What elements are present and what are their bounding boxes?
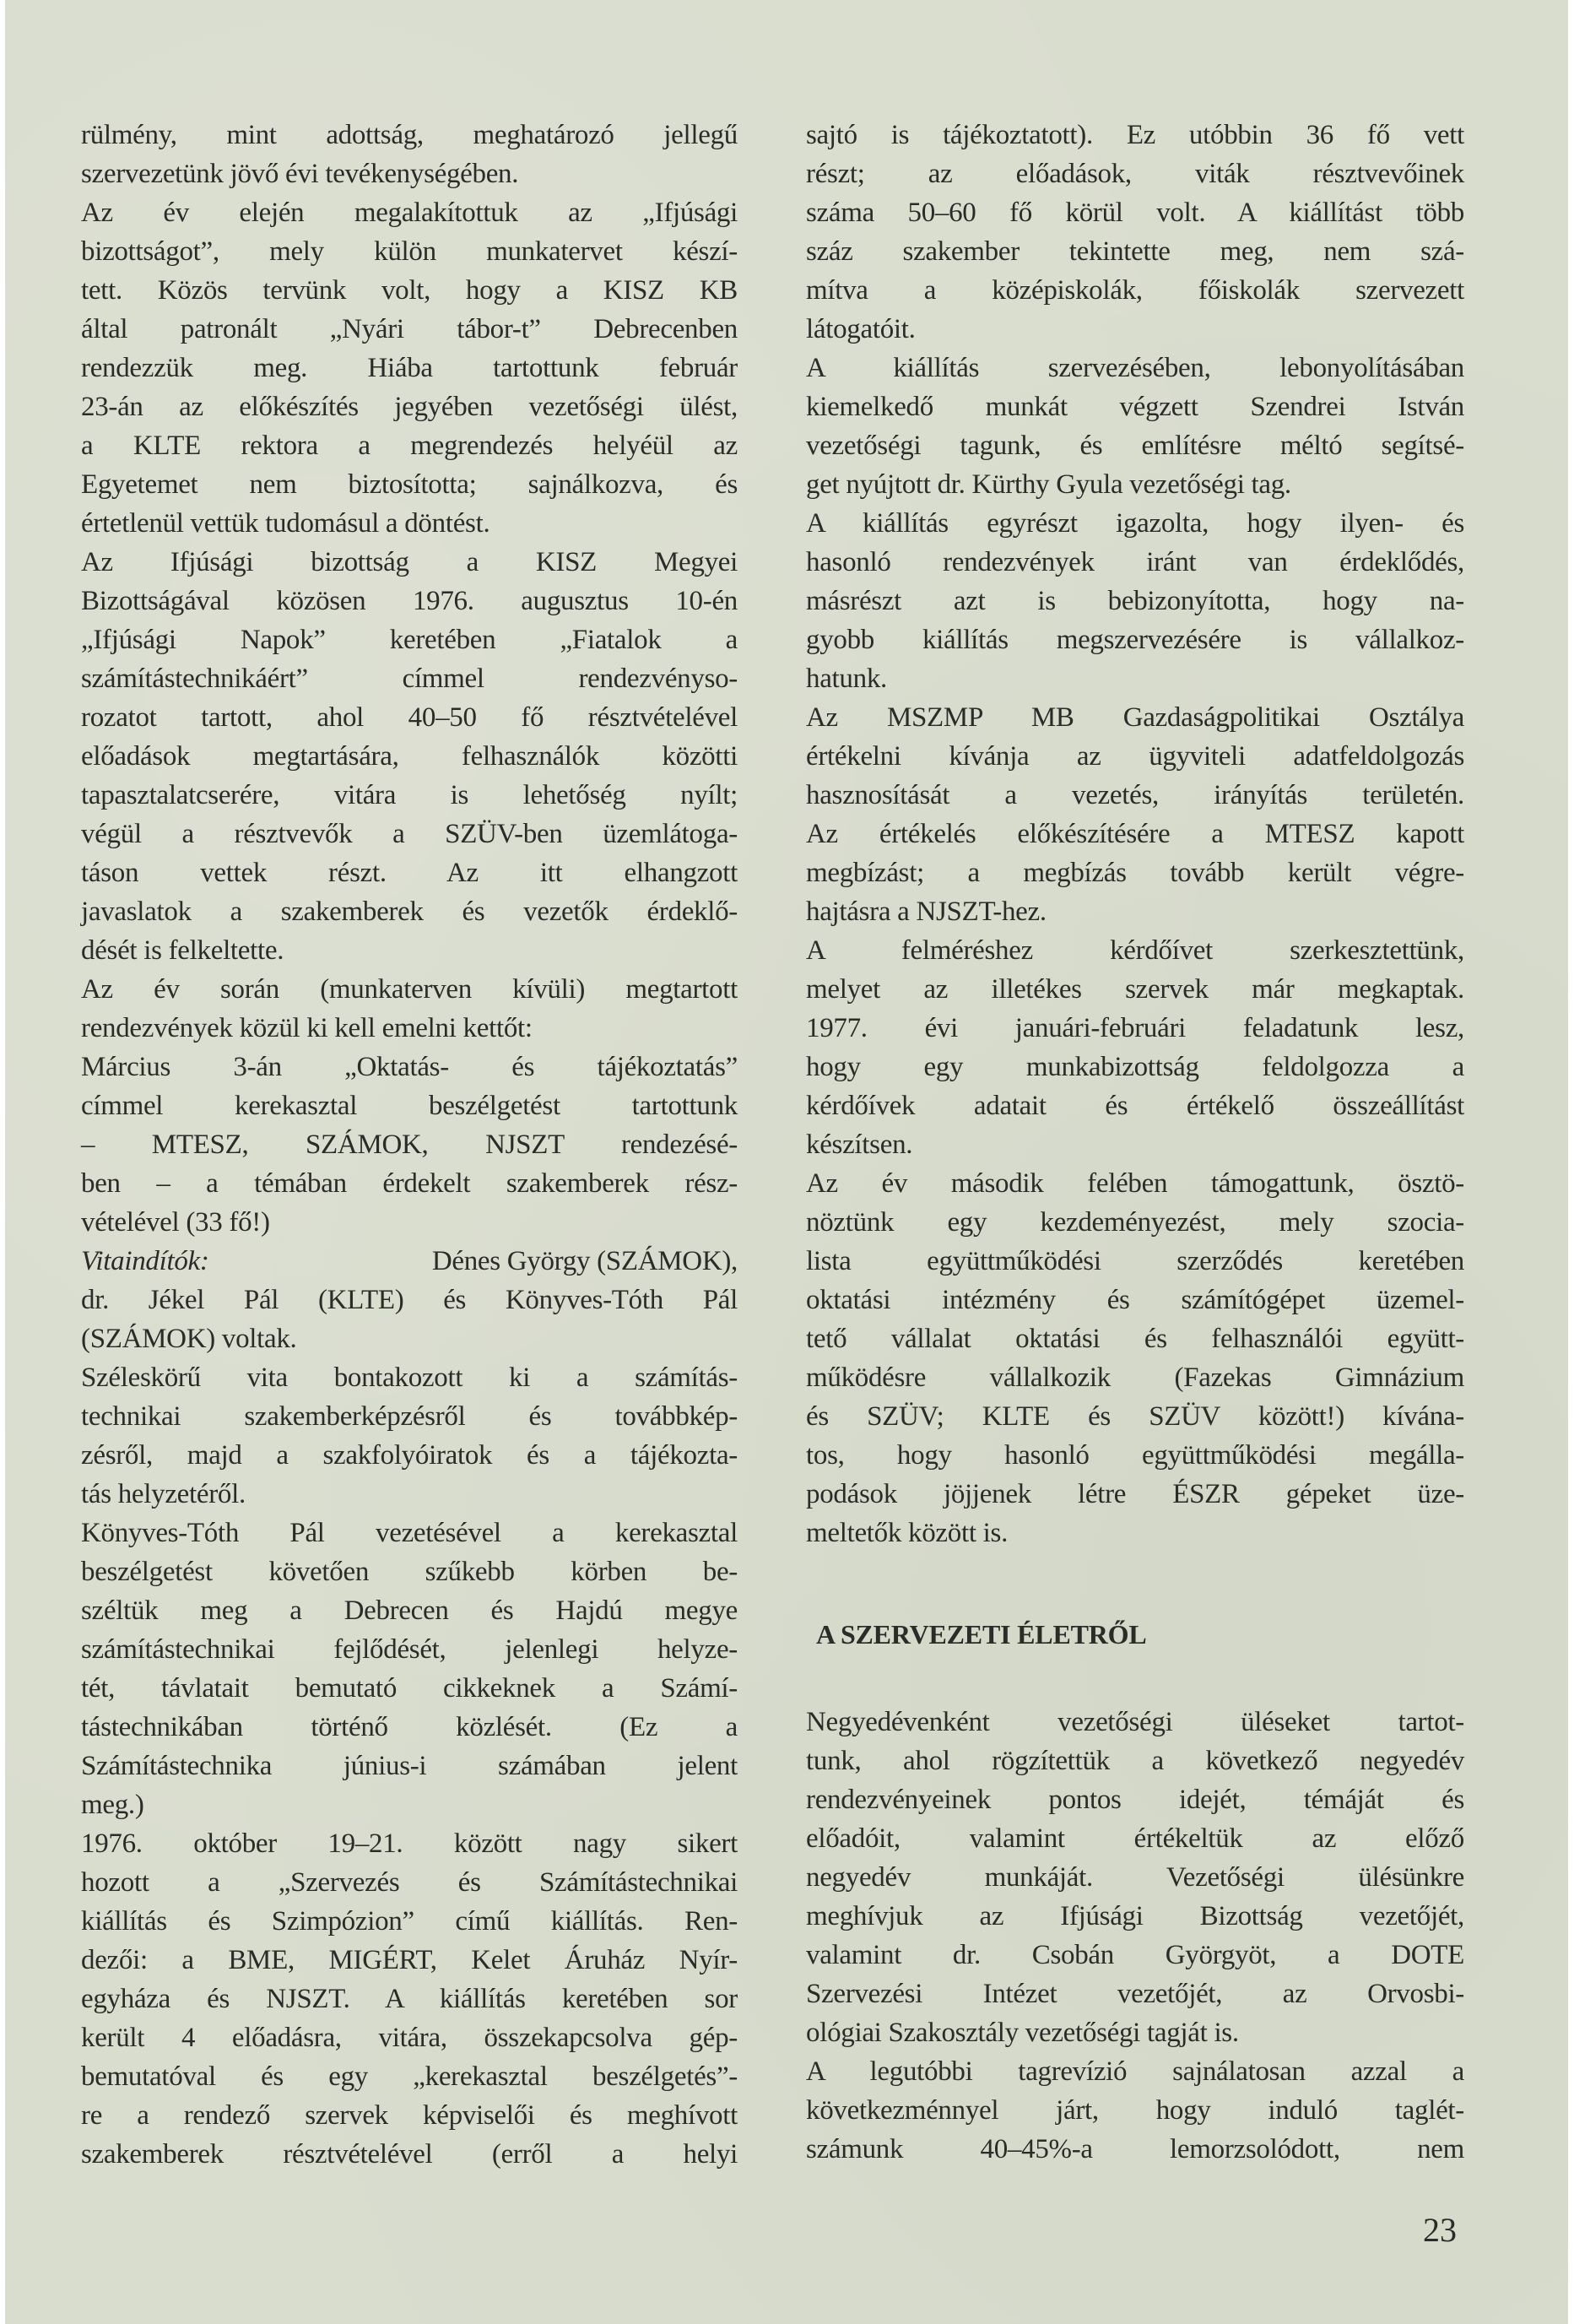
- text-line: hogy egy munkabizottság feldolgozza a: [806, 1052, 1464, 1082]
- right-column: [806, 116, 1464, 1552]
- text-line: Könyves-Tóth Pál vezetésével a kerekasztal: [81, 1518, 738, 1548]
- text-line: mítva a középiskolák, főiskolák szervezett: [806, 275, 1464, 306]
- text-line: melyet az illetékes szervek már megkaptak.: [806, 974, 1464, 1005]
- text-line: szakemberek résztvételével (erről a helyi: [81, 2139, 738, 2170]
- italic-lead: Vitaindítók:: [81, 1246, 209, 1276]
- text-line: száma 50–60 fő körül volt. A kiállítást több: [806, 198, 1464, 228]
- text-line: A kiállítás szervezésében, lebonyolításában: [806, 353, 1464, 383]
- text-line: címmel kerekasztal beszélgetést tartottunk: [81, 1091, 738, 1121]
- paragraph: [81, 1514, 738, 1824]
- text-line: Bizottságával közösen 1976. augusztus 10-én: [81, 586, 738, 616]
- text-line: gyobb kiállítás megszervezésére is vállalkoz-: [806, 625, 1464, 655]
- text-line: táson vettek részt. Az itt elhangzott: [81, 858, 738, 888]
- text-line: meghívjuk az Ifjúsági Bizottság vezetőjét,: [806, 1901, 1464, 1931]
- text-line: A felméréshez kérdőívet szerkesztettünk,: [806, 935, 1464, 966]
- paragraph: [806, 2052, 1464, 2169]
- text-line: Az év elején megalakítottuk az „Ifjúsági: [81, 198, 738, 228]
- text-line: A kiállítás egyrészt igazolta, hogy ilyen- és: [806, 508, 1464, 539]
- paragraph: [806, 116, 1464, 349]
- text-line: A legutóbbi tagrevízió sajnálatosan azzal a: [806, 2056, 1464, 2087]
- text-line: hasonló rendezvények iránt van érdeklődés,: [806, 547, 1464, 577]
- text-line: nöztünk egy kezdeményezést, mely szocia-: [806, 1207, 1464, 1238]
- text-line: Egyetemet nem biztosította; sajnálkozva, és: [81, 469, 738, 500]
- paragraph: [806, 815, 1464, 931]
- text-line: működésre vállalkozik (Fazekas Gimnázium: [806, 1362, 1464, 1393]
- text-line: ológiai Szakosztály vezetőségi tagját is.: [806, 2018, 1239, 2048]
- text-line: rozatot tartott, ahol 40–50 fő résztvételével: [81, 702, 738, 733]
- text-line: bemutatóval és egy „kerekasztal beszélgetés”-: [81, 2061, 738, 2092]
- text-line: Március 3-án „Oktatás- és tájékoztatás”: [81, 1052, 738, 1082]
- text-line: get nyújtott dr. Kürthy Gyula vezetőségi tag.: [806, 469, 1291, 500]
- text-line: dr. Jékel Pál (KLTE) és Könyves-Tóth Pál: [81, 1285, 738, 1315]
- paragraph: [81, 1824, 738, 2174]
- text-line: Az MSZMP MB Gazdaságpolitikai Osztálya: [806, 702, 1464, 733]
- text-line: látogatóit.: [806, 314, 916, 344]
- text-line: sajtó is tájékoztatott). Ez utóbbin 36 fő vett: [806, 120, 1464, 150]
- text-line: végül a résztvevők a SZÜV-ben üzemlátoga-: [81, 819, 738, 849]
- text-line: zésről, majd a szakfolyóiratok és a tájékozta-: [81, 1440, 738, 1471]
- text-line: (SZÁMOK) voltak.: [81, 1324, 297, 1354]
- text-line: előadások megtartására, felhasználók közötti: [81, 741, 738, 772]
- text-line: Az értékelés előkészítésére a MTESZ kapott: [806, 819, 1464, 849]
- right-column-section-body: [806, 1703, 1464, 2169]
- text-line: számítástechnikai fejlődését, jelenlegi helyze-: [81, 1634, 738, 1665]
- text-line: következménnyel járt, hogy induló taglét-: [806, 2095, 1464, 2126]
- paragraph: [81, 1358, 738, 1514]
- paragraph: [81, 193, 738, 543]
- paragraph: [806, 1164, 1464, 1552]
- text-line: megbízást; a megbízás tovább került végre-: [806, 858, 1464, 888]
- text-line: beszélgetést követően szűkebb körben be-: [81, 1557, 738, 1587]
- paragraph: [806, 931, 1464, 1009]
- text-line: Az Ifjúsági bizottság a KISZ Megyei: [81, 547, 738, 577]
- text-line: oktatási intézmény és számítógépet üzemel-: [806, 1285, 1464, 1315]
- paragraph: [81, 1048, 738, 1242]
- text-line: rendezvényeinek pontos idejét, témáját és: [806, 1785, 1464, 1815]
- text-line: Az év második felében támogattunk, ösztö-: [806, 1168, 1464, 1199]
- text-line: „Ifjúsági Napok” keretében „Fiatalok a: [81, 625, 738, 655]
- text-line: rendezvények közül ki kell emelni kettőt:: [81, 1013, 533, 1043]
- text-line: részt; az előadások, viták résztvevőinek: [806, 159, 1464, 189]
- text-line: készítsen.: [806, 1129, 913, 1160]
- text-line: hajtásra a NJSZT-hez.: [806, 897, 1047, 927]
- paragraph: [81, 1242, 738, 1358]
- text-line: tos, hogy hasonló együttműködési megálla-: [806, 1440, 1464, 1471]
- left-column: [81, 116, 738, 2174]
- paragraph: [806, 1009, 1464, 1164]
- text-line: negyedév munkáját. Vezetőségi ülésünkre: [806, 1862, 1464, 1893]
- text-line: hatunk.: [806, 664, 887, 694]
- text-line: tapasztalatcserére, vitára is lehetőség nyílt;: [81, 780, 738, 810]
- text-line: technikai szakemberképzésről és továbbkép-: [81, 1401, 738, 1432]
- text-line: ben – a témában érdekelt szakemberek rész-: [81, 1168, 738, 1199]
- paragraph: [806, 698, 1464, 815]
- text-line: került 4 előadásra, vitára, összekapcsolva gép-: [81, 2023, 738, 2053]
- text-line: értékelni kívánja az ügyviteli adatfeldolgozás: [806, 741, 1464, 772]
- text-line: 1976. október 19–21. között nagy sikert: [81, 1828, 738, 1859]
- paragraph: [81, 116, 738, 193]
- text-line: meg.): [81, 1790, 144, 1820]
- text-line: Széleskörű vita bontakozott ki a számítás-: [81, 1362, 738, 1393]
- text-line: kiállítás és Szimpózion” című kiállítás. Ren-: [81, 1906, 738, 1937]
- text-line: által patronált „Nyári tábor-t” Debrecenben: [81, 314, 738, 344]
- text-line: széltük meg a Debrecen és Hajdú megye: [81, 1595, 738, 1626]
- magazine-page: [5, 0, 1568, 2324]
- paragraph: [81, 543, 738, 970]
- text-line: meltetők között is.: [806, 1518, 1009, 1548]
- text-line: – MTESZ, SZÁMOK, NJSZT rendezésé-: [81, 1129, 738, 1160]
- text-line: dezői: a BME, MIGÉRT, Kelet Áruház Nyír-: [81, 1945, 738, 1975]
- paragraph: [806, 504, 1464, 698]
- text-line: tunk, ahol rögzítettük a következő negyedév: [806, 1746, 1464, 1776]
- text-line: a KLTE rektora a megrendezés helyéül az: [81, 431, 738, 461]
- text-line: másrészt azt is bebizonyította, hogy na-: [806, 586, 1464, 616]
- text-line: vételével (33 fő!): [81, 1207, 270, 1238]
- text-line: re a rendező szervek képviselői és meghívott: [81, 2100, 738, 2131]
- text-line: dését is felkeltette.: [81, 935, 284, 966]
- text-line: [81, 1242, 738, 1281]
- paragraph: [81, 970, 738, 1048]
- text-line: vezetőségi tagunk, és említésre méltó segítsé-: [806, 431, 1464, 461]
- text-line: értetlenül vettük tudomásul a döntést.: [81, 508, 490, 539]
- text-line: lista együttműködési szerződés keretében: [806, 1246, 1464, 1276]
- text-line: rendezzük meg. Hiába tartottunk február: [81, 353, 738, 383]
- text-line: hasznosítását a vezetés, irányítás területén.: [806, 780, 1464, 810]
- text-line: Az év során (munkaterven kívüli) megtartott: [81, 974, 738, 1005]
- text-line: 23-án az előkészítés jegyében vezetőségi ülést,: [81, 392, 738, 422]
- text-line: Számítástechnika június-i számában jelent: [81, 1751, 738, 1781]
- text-line: hozott a „Szervezés és Számítástechnikai: [81, 1867, 738, 1898]
- text-line: számítástechnikáért” címmel rendezvényso-: [81, 664, 738, 694]
- text-line: előadóit, valamint értékeltük az előző: [806, 1823, 1464, 1854]
- text-line: Szervezési Intézet vezetőjét, az Orvosbi-: [806, 1979, 1464, 2009]
- text-line: bizottságot”, mely külön munkatervet készí-: [81, 236, 738, 267]
- text-line: javaslatok a szakemberek és vezetők érdeklő-: [81, 897, 738, 927]
- text-line: tető vállalat oktatási és felhasználói együtt-: [806, 1324, 1464, 1354]
- text-line: kérdőívek adatait és értékelő összeállítást: [806, 1091, 1464, 1121]
- text-line: egyháza és NJSZT. A kiállítás keretében sor: [81, 1984, 738, 2014]
- text-line: tástechnikában történő közlését. (Ez a: [81, 1712, 738, 1742]
- text-line: rülmény, mint adottság, meghatározó jellegű: [81, 120, 738, 150]
- text-line: tett. Közös tervünk volt, hogy a KISZ KB: [81, 275, 738, 306]
- text-line: tás helyzetéről.: [81, 1479, 246, 1509]
- paragraph: [806, 1703, 1464, 2052]
- text-line: szervezetünk jövő évi tevékenységében.: [81, 159, 519, 189]
- line-text: Dénes György (SZÁMOK),: [431, 1246, 738, 1276]
- text-line: száz szakember tekintette meg, nem szá-: [806, 236, 1464, 267]
- text-line: tét, távlatait bemutató cikkeknek a Számí-: [81, 1673, 738, 1704]
- text-line: és SZÜV; KLTE és SZÜV között!) kívána-: [806, 1401, 1464, 1432]
- page-number: 23: [1423, 2211, 1457, 2249]
- paragraph: [806, 349, 1464, 504]
- text-line: kiemelkedő munkát végzett Szendrei István: [806, 392, 1464, 422]
- text-line: podások jöjjenek létre ÉSZR gépeket üze-: [806, 1479, 1464, 1509]
- text-line: számunk 40–45%-a lemorzsolódott, nem: [806, 2134, 1464, 2164]
- text-line: valamint dr. Csobán Györgyöt, a DOTE: [806, 1940, 1464, 1970]
- section-heading: A SZERVEZETI ÉLETRŐL: [816, 1619, 1147, 1650]
- text-line: 1977. évi januári-februári feladatunk lesz,: [806, 1013, 1464, 1043]
- text-line: Negyedévenként vezetőségi üléseket tartot-: [806, 1707, 1464, 1737]
